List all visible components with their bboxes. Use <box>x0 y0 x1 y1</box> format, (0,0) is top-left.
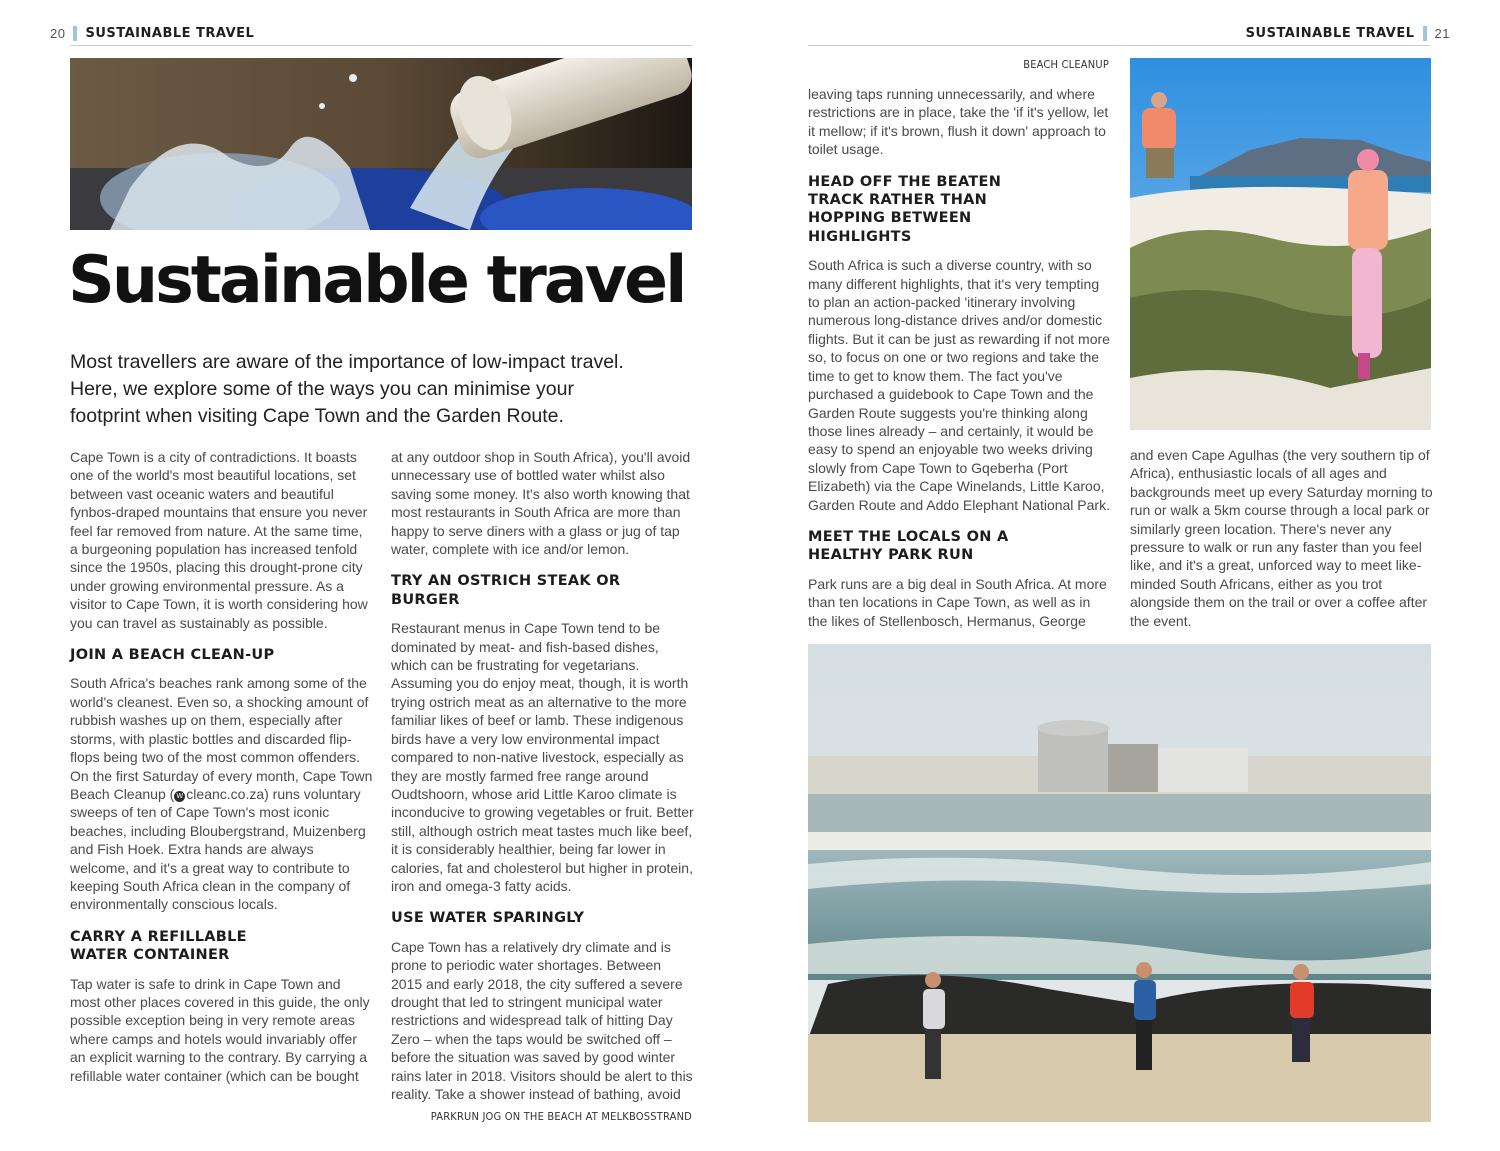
col2-paragraph-1: at any outdoor shop in South Africa), you'll avoid unnecessary use of bottled water whilst also saving some money. It's also worth knowing that most restaurants in South Africa are more than happy to serve diners with a glass or jug of tap water, complete with ice and/or lemon. <box>391 449 691 558</box>
web-icon: W <box>174 791 185 802</box>
heading-beach-cleanup: JOIN A BEACH CLEAN-UP <box>70 647 275 664</box>
col3-paragraph-2: South Africa is such a diverse country, with so many different highlights, that it's very tempting to plan an action-packed 'itinerary involving numerous long-distance drives and/or domestic flights. But it can be just as rewarding if not more so, to focus on one or two regions and take the time to get to know them. The fact you've purchased a guidebook to Cape Town and the Garden Route suggests you're thinking along those lines already – and certainly, it would be easy to spend an enjoyable two weeks driving slowly from Cape Town to Gqeberha (Port Elizabeth) via the Cape Winelands, Little Karoo, Garden Route and Addo Elephant National Park. <box>808 257 1110 513</box>
left-running-head <box>50 26 254 41</box>
left-header-rule <box>70 45 692 46</box>
heading-water-sparingly: USE WATER SPARINGLY <box>391 910 585 927</box>
col1-p2-part-a: South Africa's beaches rank among some of the world's cleanest. Even so, a shocking amount of rubbish washes up on them, especially after storms, with plastic bottles and discarded flip-flops being two of the most common offenders. On the first Saturday of every month, Cape Town Beach Cleanup ( <box>70 675 373 802</box>
col4-paragraph-1: and even Cape Agulhas (the very southern tip of Africa), enthusiastic locals of all ages and backgrounds meet up every Saturday morning to run or walk a 5km course through a local park or similarly green location. There's never any pressure to walk or run any faster than you feel like, and it's a great, unforced way to meet like-minded South Africans, either as you trot alongside them on the trail or over a coffee after the event. <box>1130 447 1433 629</box>
right-header-rule <box>808 45 1430 46</box>
heading-ostrich: TRY AN OSTRICH STEAK OR BURGER <box>391 573 621 608</box>
heading-beaten-track: HEAD OFF THE BEATEN TRACK RATHER THAN HOPPING BETWEEN HIGHLIGHTS <box>808 173 1002 245</box>
right-column-1 <box>808 85 1110 640</box>
col2-paragraph-2: Restaurant menus in Cape Town tend to be dominated by meat- and fish-based dishes, which can be frustrating for vegetarians. Assuming you do enjoy meat, though, it is worth trying ostrich meat as an alternative to the more familiar likes of beef or lamb. These indigenous birds have a very low environmental impact compared to non-native livestock, especially as they are mostly farmed free range around Oudtshoorn, whose arid Little Karoo climate is inconducive to growing vegetables or fruit. Better still, although ostrich meat tastes much like beef, it is considerably healthier, being far lower in calories, fat and cholesterol but higher in protein, iron and omega-3 fatty acids. <box>391 620 694 894</box>
left-column-1 <box>70 448 374 1095</box>
col1-paragraph-1: Cape Town is a city of contradictions. It boasts one of the world's most beautiful locations, set between vast oceanic waters and beautiful fynbos-draped mountains that ensure you never feel far removed from nature. At the same time, a burgeoning population has increased tenfold since the 1950s, placing this drought-prone city under growing environmental pressure. As a visitor to Cape Town, it is worth considering how you can travel as sustainably as possible. <box>70 449 368 631</box>
water-tap-photo <box>70 58 692 230</box>
right-running-head <box>1246 26 1450 41</box>
accent-bar <box>1423 26 1427 41</box>
page-title: Sustainable travel <box>68 243 685 318</box>
left-running-head-text: SUSTAINABLE TRAVEL <box>85 26 255 41</box>
intro-paragraph: Most travellers are aware of the importance of low-impact travel. Here, we explore some of the ways you can minimise your footprint when visiting Cape Town and the Garden Route. <box>70 351 624 427</box>
top-photo-caption: BEACH CLEANUP <box>1023 58 1109 71</box>
accent-bar <box>73 26 77 41</box>
col1-paragraph-3: Tap water is safe to drink in Cape Town and most other places covered in this guide, the only possible exception being in very remote areas where camps and hotels would invariably offer an explicit warning to the contrary. By carrying a refillable water container (which can be bought <box>70 975 370 1084</box>
parkrun-beach-photo <box>808 644 1431 1122</box>
cleanup-website-link[interactable]: cleanc.co.za <box>186 785 265 802</box>
heading-refillable-container: CARRY A REFILLABLE WATER CONTAINER <box>70 928 247 964</box>
left-column-2 <box>391 448 694 1113</box>
heading-park-run: MEET THE LOCALS ON A HEALTHY PARK RUN <box>808 528 1009 564</box>
right-column-2 <box>1130 446 1433 640</box>
col1-p2-part-b: ) runs voluntary sweeps of ten of Cape Town's most iconic beaches, including Bloubergstrand, Muizenberg and Fish Hoek. Extra hands are always welcome, and it's a great way to contribute to keeping South Africa clean in the company of environmentally conscious locals. <box>70 785 366 913</box>
bottom-photo-caption: PARKRUN JOG ON THE BEACH AT MELKBOSSTRAND <box>430 1110 692 1123</box>
col1-paragraph-2 <box>70 674 374 913</box>
right-page-number: 21 <box>1434 26 1450 41</box>
beach-cleanup-photo <box>1130 58 1431 430</box>
left-page-number: 20 <box>50 26 66 41</box>
right-running-head-text: SUSTAINABLE TRAVEL <box>1245 26 1415 41</box>
col3-paragraph-1: leaving taps running unnecessarily, and where restrictions are in place, take the 'if it's yellow, let it mellow; if it's brown, flush it down' approach to toilet usage. <box>808 86 1109 158</box>
col2-paragraph-3: Cape Town has a relatively dry climate and is prone to periodic water shortages. Between 2015 and early 2018, the city suffered a severe drought that led to stringent municipal water restrictions and widespread talk of hitting Day Zero – when the taps would be switched off – before the situation was saved by good winter rains later in 2018. Visitors should be alert to this reality. Take a shower instead of bathing, avoid <box>391 938 693 1102</box>
col3-paragraph-3: Park runs are a big deal in South Africa. At more than ten locations in Cape Town, as well as in the likes of Stellenbosch, Hermanus, George <box>808 575 1107 629</box>
